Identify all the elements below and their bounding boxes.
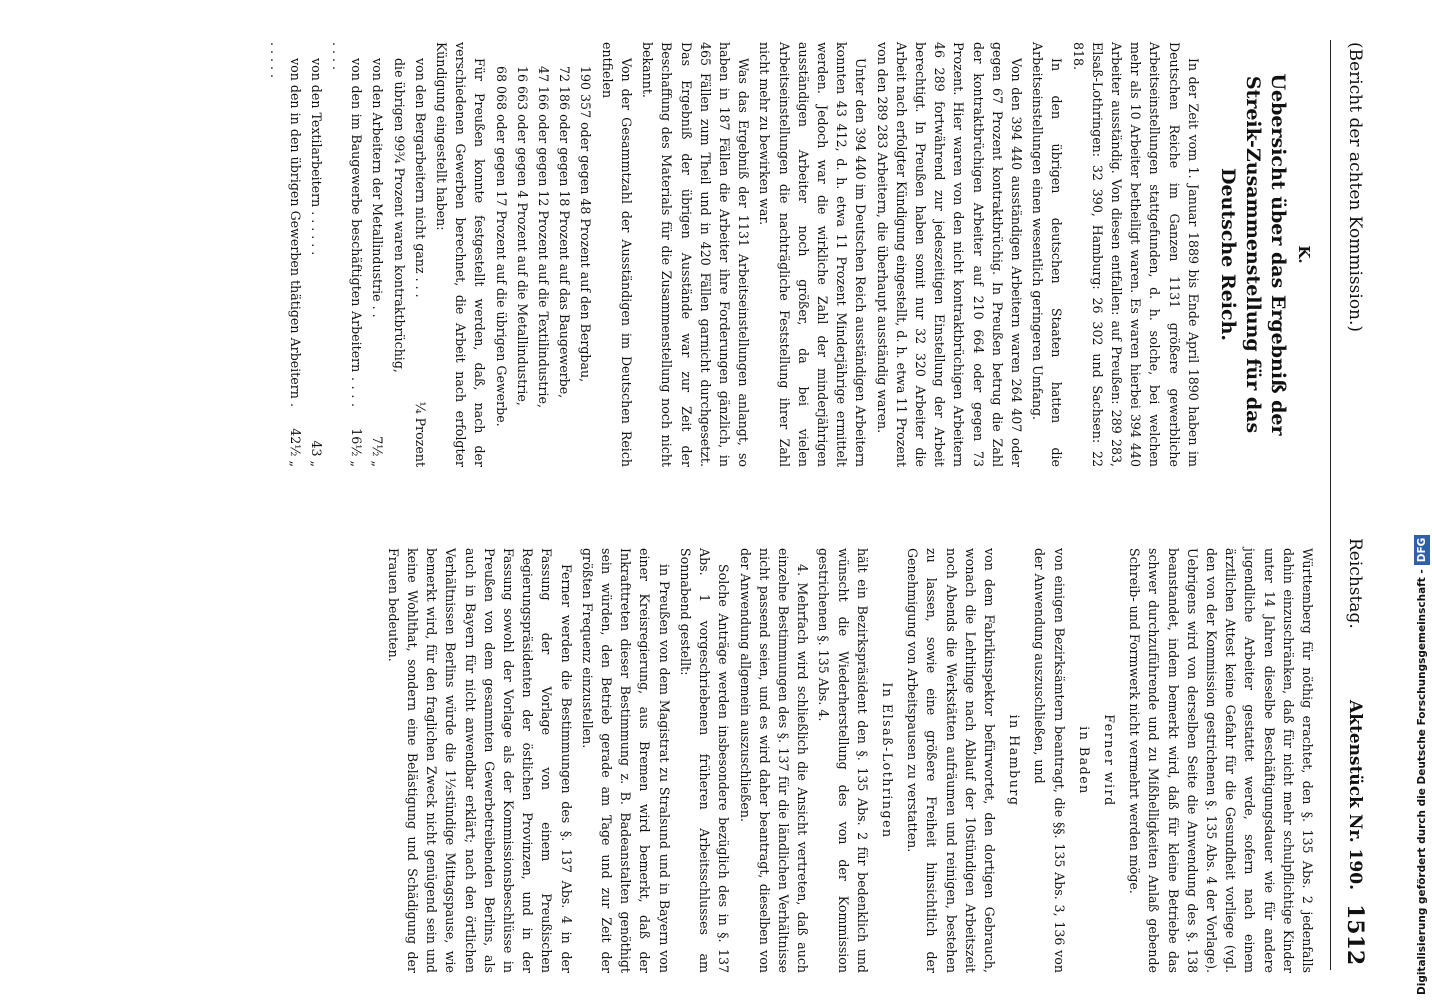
table-row-label: die übrigen 99¾ Prozent waren kontraktbrüchig, xyxy=(391,58,407,373)
paragraph: In der Zeit vom 1. Januar 1889 bis Ende April 1890 haben im Deutschen Reiche im Ganzen 1131 größere gewerbliche Arbeitseinstellungen stattgefunden, d. h. solche, bei welchen mehr als 10 Arbeiter betheiligt waren. Es waren hierbei 394 440 Arbeiter ausständig. Von diesen entfallen: auf Preußen: 289 283, Elsaß-Lothringen: 32 390, Hamburg: 26 302 und Sachsen: 22 818. xyxy=(1070,42,1201,467)
header-right: (Bericht der achten Kommission.) xyxy=(1345,42,1365,333)
header-middle: Aktenstück Nr. 190. xyxy=(1345,700,1365,891)
paragraph: Unter den 394 440 im Deutschen Reich ausständigen Arbeitern konnten 43 412, d. h. etwa 11 Prozent Minderjährige ermittelt werden. Jedoch war die wirkliche Zahl der minderjährigen ausständigen Arbeiter noch größer, da bei vielen Arbeitseinstellungen die nachträgliche Feststellung ihrer Zahl nicht mehr zu bewirken war. xyxy=(757,42,869,467)
paragraph: Von der Gesammtzahl der Ausständigen im Deutschen Reich entfielen xyxy=(599,42,634,467)
list-item: 68 068 oder gegen 17 Prozent auf die übrigen Gewerbe. xyxy=(493,66,509,427)
table-row xyxy=(307,42,326,467)
paragraph: von dem Fabrikinspektor befürwortet, den dortigen Gebrauch, wonach die Lehrlinge nach Ablauf der 10stündigen Arbeitszeit noch Abends die Werkstätten aufräumen und reinigen, bestehen zu lassen, sowie eine größere Freiheit hinsichtlich der Genehmigung von Arbeitspausen zu verstatten. xyxy=(905,548,997,973)
table-row-value: ¼ Prozent xyxy=(412,401,428,467)
subheading-hamburg: in Hamburg xyxy=(1007,714,1023,807)
list-item: 72 186 oder gegen 18 Prozent auf das Baugewerbe, xyxy=(557,66,573,399)
table-row xyxy=(411,42,430,467)
dfg-logo: DFG xyxy=(1414,535,1430,566)
header-left: Reichstag. xyxy=(1345,538,1365,629)
subheading-elsass: In Elsaß-Lothringen xyxy=(879,682,895,839)
table-row-value: 16½ „ xyxy=(349,428,365,467)
credit-text: Digitalisierung gefördert durch die Deutsche Forschungsgemeinschaft - xyxy=(1416,569,1428,995)
paragraph: Ferner wird xyxy=(1101,714,1117,807)
table-row-label: von den Arbeitern der Metallindustrie . . xyxy=(370,58,386,318)
paragraph: Solche Anträge werden insbesondere bezüglich des in §. 137 Abs. 1 vorgeschriebenen früheren Arbeitsschlusses am Sonnabend gestellt: xyxy=(677,548,732,973)
table-row-label: von den im Baugewerbe beschäftigten Arbeitern . . . . . . . . xyxy=(330,42,365,407)
paragraph: Für Preußen konnte festgestellt werden, daß, nach der verschiedenen Gewerben berechnet, die Arbeit nach erfolgter Kündigung eingestellt haben: xyxy=(434,42,488,467)
right-column xyxy=(264,42,1317,467)
paragraph: Von den 394 440 ausständigen Arbeitern waren 264 407 oder gegen 67 Prozent kontraktbrüchig. In Preußen betrug die Zahl der kontraktbrüchigen Arbeiter auf 210 664 oder gegen 73 Prozent. Hier waren von den nicht kontraktbrüchigen Arbeitern 46 289 fortwährend zur jedeszeitigen Einstellung der Arbeit berechtigt. In Preußen haben somit nur 32 320 Arbeiter die Arbeit nach erfolgter Kündigung eingestellt, d. h. etwa 11 Prozent von den 289 283 Arbeitern, die überhaupt ausständig waren. xyxy=(874,42,1024,467)
paragraph: In den übrigen deutschen Staaten hatten die Arbeitseinstellungen einen wesentlich geringeren Umfang. xyxy=(1030,42,1065,467)
section-number: K. xyxy=(1295,245,1313,264)
table-row-value: 43 „ xyxy=(308,440,324,467)
table-row-label: von den Textilarbeitern . . . . . . xyxy=(308,58,324,256)
header-rule xyxy=(1330,40,1331,970)
table-row xyxy=(368,42,387,467)
paragraph: Was das Ergebniß der 1131 Arbeitseinstellungen anlangt, so haben in 187 Fällen die Arbeiter ihre Forderungen gänzlich, in 465 Fällen zum Theil und in 420 Fällen garnicht durchgesetzt. Das Ergebniß der übrigen Ausstände war zur Zeit der Beschaffung des Materials für die Zusammenstellung noch nicht bekannt. xyxy=(640,42,752,467)
list-item: 16 663 oder gegen 4 Prozent auf die Metallindustrie, xyxy=(514,66,530,406)
table-row xyxy=(266,42,304,467)
paragraph: Ferner werden die Bestimmungen des §. 137 Abs. 4 in der Fassung der Vorlage von einem Preußischen Regierungspräsidenten der östlichen Provinzen, und in der Fassung sowohl der Vorlage als der Kommissionsbeschlüsse in Preußen von dem gesammten Gewerbetreibenden Berlins, als auch in Bayern für nicht anwendbar erklärt; nach den örtlichen Verhältnissen Berlins würde die 1½stündige Mittagspause, wie bemerkt wird, für den fraglichen Zweck nicht genügend sein und keine Wohlthat, sondern eine Belästigung und Schädigung der Frauen bedeuten. xyxy=(385,548,574,973)
table-row-label: von den in den übrigen Gewerben thätigen Arbeitern . . . . . . xyxy=(268,42,303,407)
table-row-value xyxy=(389,407,408,467)
subheading-baden: in Baden xyxy=(1076,726,1092,795)
table-row-value: 7½ „ xyxy=(370,436,386,467)
percentage-table xyxy=(266,42,430,467)
paragraph: von einigen Bezirksämtern beantragt, die §§. 135 Abs. 3, 136 von der Anwendung auszuschließen, und xyxy=(1032,548,1067,973)
table-row xyxy=(328,42,366,467)
digitization-credit xyxy=(1412,0,1432,1000)
paragraph: 4. Mehrfach wird schließlich die Ansicht vertreten, daß auch einzelne Bestimmungen des §. 137 für die ländlichen Verhältnisse nicht passend seien, und es wird daher beantragt, dieselben von der Anwendung allgemein auszuschließen. xyxy=(737,548,811,973)
left-column xyxy=(382,548,1317,973)
paragraph: hält ein Bezirkspräsident den §. 135 Abs. 2 für bedenklich und wünscht die Wiederherstellung des von der Kommission gestrichenen §. 135 Abs. 4. xyxy=(816,548,870,973)
paragraph: Württemberg für nöthig erachtet, den §. 135 Abs. 2 jedenfalls dahin einzuschränken, daß für nicht mehr schulpflichtige Kinder unter 14 Jahren dieselbe Beschäftigungsdauer wie für andere jugendliche Arbeiter gestattet werde, sofern nach einem ärztlichen Attest keine Gefahr für die Gesundheit vorliege (vgl. den von der Kommission gestrichenen §. 135 Abs. 4 der Vorlage). Uebrigens wird von derselben Seite die Anwendung des §. 138 beanstandet, indem bemerkt wird, daß für kleine Betriebe das schwer durchzuführende und zu Mißhelligkeiten Anlaß gebende Schreib- und Formwerk nicht vermehrt werden möge. xyxy=(1127,548,1315,973)
list-item: 47 166 oder gegen 12 Prozent auf die Textilindustrie, xyxy=(536,66,552,408)
page-number: 1512 xyxy=(1342,904,1368,966)
section-title: Uebersicht über das Ergebniß der Streik-Zusammenstellung für das Deutsche Reich. xyxy=(1216,73,1289,436)
table-row xyxy=(389,42,408,467)
table-row-value: 42½ „ xyxy=(287,428,303,467)
page-header xyxy=(1333,0,1377,1000)
list-item: 190 357 oder gegen 48 Prozent auf den Bergbau, xyxy=(578,66,594,383)
paragraph: in Preußen von dem Magistrat zu Stralsund und in Bayern von einer Kreisregierung, aus Bremen wird bemerkt, daß der Inkrafttreten dieser Bestimmung z. B. Badeanstalten genöthigt sein würden, den Betrieb gerade am Tage und zur Zeit der größten Frequenz einzustellen. xyxy=(579,548,672,973)
table-row-label: von den Bergarbeitern nicht ganz . . . xyxy=(412,58,428,298)
